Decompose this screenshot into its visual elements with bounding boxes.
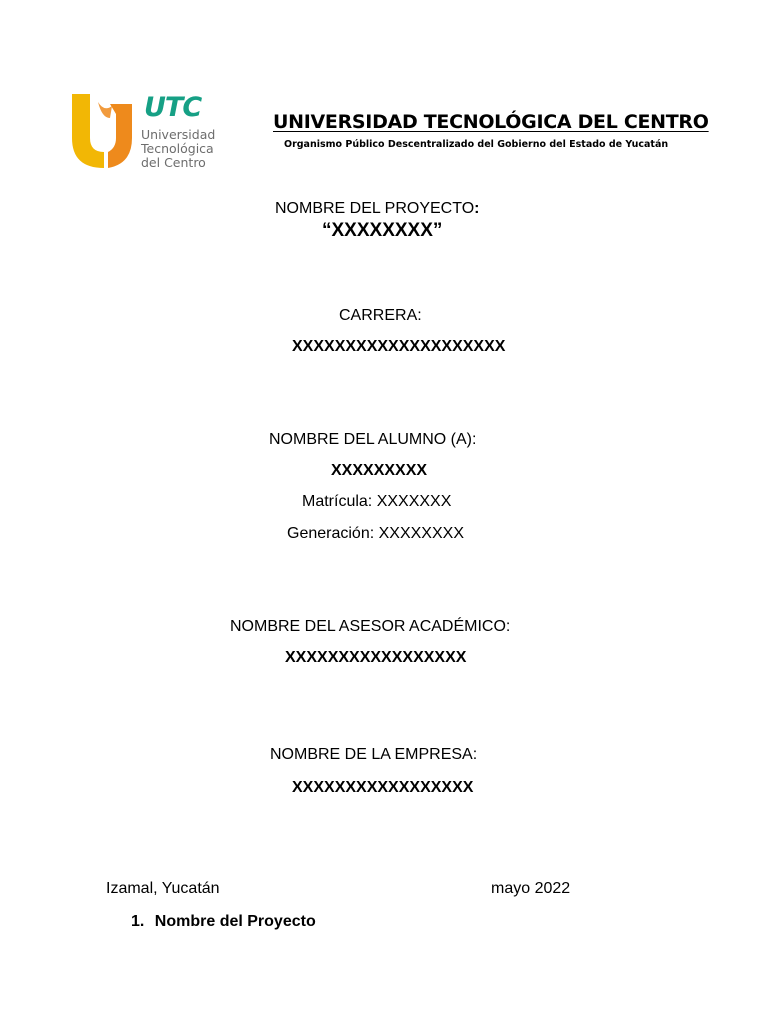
logo-line-3: del Centro [141,155,206,170]
logo-line-2: Tecnológica [141,141,214,156]
student-label: NOMBRE DEL ALUMNO (A): [269,431,477,448]
student-enrollment: Matrícula: XXXXXXX [302,493,452,510]
logo-line-1: Universidad [141,127,216,142]
section-heading [131,913,316,931]
section-title: Nombre del Proyecto [154,913,316,930]
university-title: UNIVERSIDAD TECNOLÓGICA DEL CENTRO [273,111,709,133]
career-value: XXXXXXXXXXXXXXXXXXXX [292,338,506,355]
project-label: NOMBRE DEL PROYECTO [275,200,475,217]
footer-place: Izamal, Yucatán [106,880,220,897]
company-value: XXXXXXXXXXXXXXXXX [292,779,474,796]
footer-date: mayo 2022 [491,880,571,897]
utc-logo [70,90,220,170]
project-label-colon: : [474,200,480,217]
project-label-row [275,200,479,218]
section-number: 1. [131,913,145,930]
student-generation: Generación: XXXXXXXX [287,525,464,542]
advisor-label: NOMBRE DEL ASESOR ACADÉMICO: [230,618,511,635]
advisor-value: XXXXXXXXXXXXXXXXX [285,649,467,666]
project-value: “XXXXXXXX” [322,220,443,241]
company-label: NOMBRE DE LA EMPRESA: [270,746,478,763]
student-name: XXXXXXXXX [331,462,428,479]
career-label: CARRERA: [339,307,422,324]
utc-logo-mark-icon [70,90,140,170]
logo-brand: UTC [144,92,202,123]
university-subtitle: Organismo Público Descentralizado del Gobierno del Estado de Yucatán [284,139,669,150]
